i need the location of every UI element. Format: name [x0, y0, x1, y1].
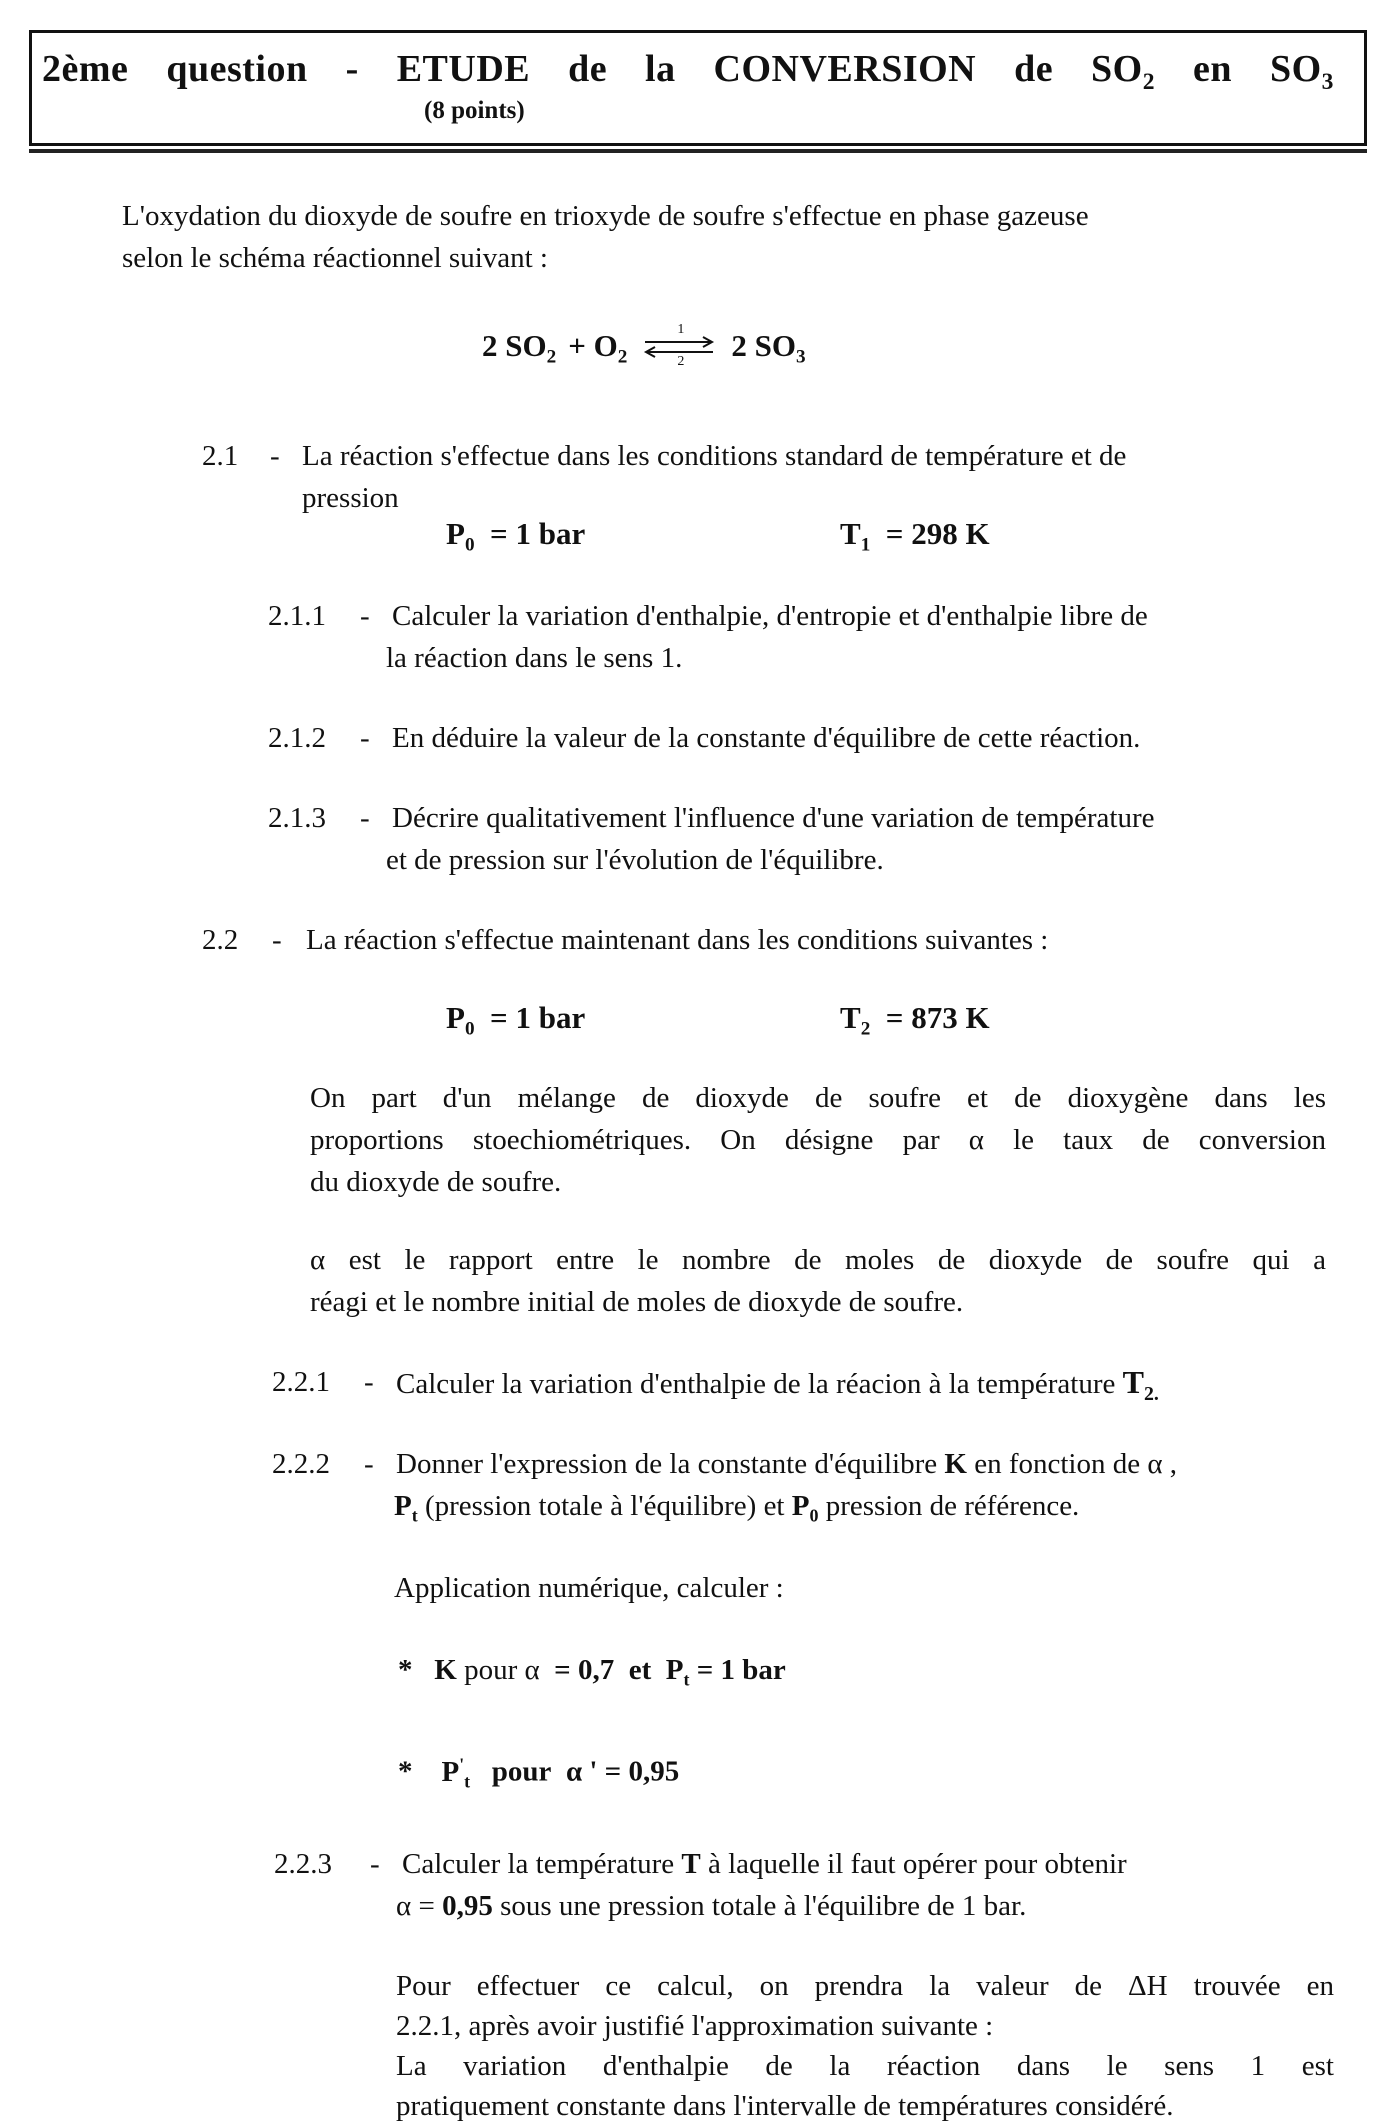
title-word: en: [1192, 48, 1232, 90]
s211-line-1: Calculer la variation d'enthalpie, d'entropie et d'enthalpie libre de: [392, 600, 1148, 632]
section-number: 2.2: [202, 924, 239, 956]
intro-line-1: L'oxydation du dioxyde de soufre en trioxyde de soufre s'effectue en phase gazeuse: [122, 200, 1089, 232]
s22-para2-line-2: réagi et le nombre initial de moles de dioxyde de soufre.: [310, 1286, 964, 1318]
arrow-label-backward: 2: [677, 354, 685, 369]
section-number: 2.2.1: [272, 1366, 330, 1398]
section-number: 2.2.3: [274, 1848, 332, 1880]
condition-temperature: $T_1 = 298$ K: [840, 516, 990, 556]
title-word: de: [568, 48, 608, 90]
section-number: 2.1: [202, 440, 239, 472]
s223-para-line-1: Pour effectuer ce calcul, on prendra la valeur de ΔH trouvée en: [396, 1970, 1334, 2002]
reactant-o2: + $O_2$: [568, 328, 628, 368]
s222-application: Application numérique, calculer :: [394, 1572, 784, 1604]
s222-bullet-2: * $P'_t$ pour α ' = 0,95: [398, 1754, 680, 1791]
title-so2: $SO_2$: [1091, 48, 1156, 96]
s223-para-line-2: 2.2.1, après avoir justifié l'approximation suivante :: [396, 2010, 994, 2042]
condition-pressure: $P_0 = 1$ bar: [446, 516, 586, 556]
s223-line-1: Calculer la température T à laquelle il faut opérer pour obtenir: [402, 1848, 1127, 1880]
s21-line-1: La réaction s'effectue dans les conditions standard de température et de: [302, 440, 1127, 472]
s22-para1-line-3: du dioxyde de soufre.: [310, 1166, 562, 1198]
section-dash: -: [272, 924, 282, 956]
title-word: question: [166, 48, 308, 90]
section-dash: -: [360, 722, 370, 754]
section-dash: -: [360, 802, 370, 834]
section-dash: -: [270, 440, 280, 472]
title-points: (8 points): [424, 97, 525, 124]
s222-bullet-1: * K pour α = 0,7 et $P_t = 1$ bar: [398, 1654, 786, 1690]
s212-line-1: En déduire la valeur de la constante d'équilibre de cette réaction.: [392, 722, 1141, 754]
s221-line-1: Calculer la variation d'enthalpie de la réacion à la température $T_{2.}$: [396, 1364, 1159, 1405]
title-box: [29, 30, 1367, 146]
title-word: la: [645, 48, 676, 90]
intro-line-2: selon le schéma réactionnel suivant :: [122, 242, 548, 274]
s213-line-2: et de pression sur l'évolution de l'équilibre.: [386, 844, 884, 876]
section-number: 2.1.3: [268, 802, 326, 834]
s22-para1-line-1: On part d'un mélange de dioxyde de soufre et de dioxygène dans les: [310, 1082, 1326, 1114]
title-so3: $SO_3$: [1269, 48, 1334, 96]
s223-para-line-4: pratiquement constante dans l'intervalle de températures considéré.: [396, 2090, 1174, 2122]
condition-temperature: $T_2 = 873$ K: [840, 1000, 990, 1040]
reaction-equation: [482, 322, 806, 369]
s22-line-1: La réaction s'effectue maintenant dans les conditions suivantes :: [306, 924, 1049, 956]
arrow-label-forward: 1: [677, 322, 685, 337]
equilibrium-arrows-icon: [639, 322, 719, 369]
s222-line-1: Donner l'expression de la constante d'équilibre K en fonction de α ,: [396, 1448, 1178, 1480]
s22-para2-line-1: α est le rapport entre le nombre de moles de dioxyde de soufre qui a: [310, 1244, 1326, 1276]
section-dash: -: [364, 1366, 374, 1398]
title-word: 2ème: [42, 48, 129, 90]
s222-line-2: $P_t$ (pression totale à l'équilibre) et $P_0$ pression de référence.: [394, 1490, 1080, 1526]
s223-line-2: α = 0,95 sous une pression totale à l'équilibre de 1 bar.: [396, 1890, 1027, 1922]
section-number: 2.1.1: [268, 600, 326, 632]
title-word: de: [1014, 48, 1054, 90]
s213-line-1: Décrire qualitativement l'influence d'une variation de température: [392, 802, 1155, 834]
section-dash: -: [360, 600, 370, 632]
condition-pressure: $P_0 = 1$ bar: [446, 1000, 586, 1040]
page-title: [42, 47, 1334, 96]
s21-line-2: pression: [302, 482, 399, 514]
s211-line-2: la réaction dans le sens 1.: [386, 642, 683, 674]
section-dash: -: [364, 1448, 374, 1480]
title-word: CONVERSION: [713, 48, 977, 90]
s223-para-line-3: La variation d'enthalpie de la réaction dans le sens 1 est: [396, 2050, 1334, 2082]
title-word: ETUDE: [396, 48, 531, 90]
section-dash: -: [370, 1848, 380, 1880]
product-so3: 2 $SO_3$: [731, 328, 806, 368]
s22-para1-line-2: proportions stoechiométriques. On désigne par α le taux de conversion: [310, 1124, 1326, 1156]
section-number: 2.1.2: [268, 722, 326, 754]
title-word: -: [345, 48, 359, 90]
reactant-so2: 2 $SO_2$: [482, 328, 557, 368]
section-number: 2.2.2: [272, 1448, 330, 1480]
